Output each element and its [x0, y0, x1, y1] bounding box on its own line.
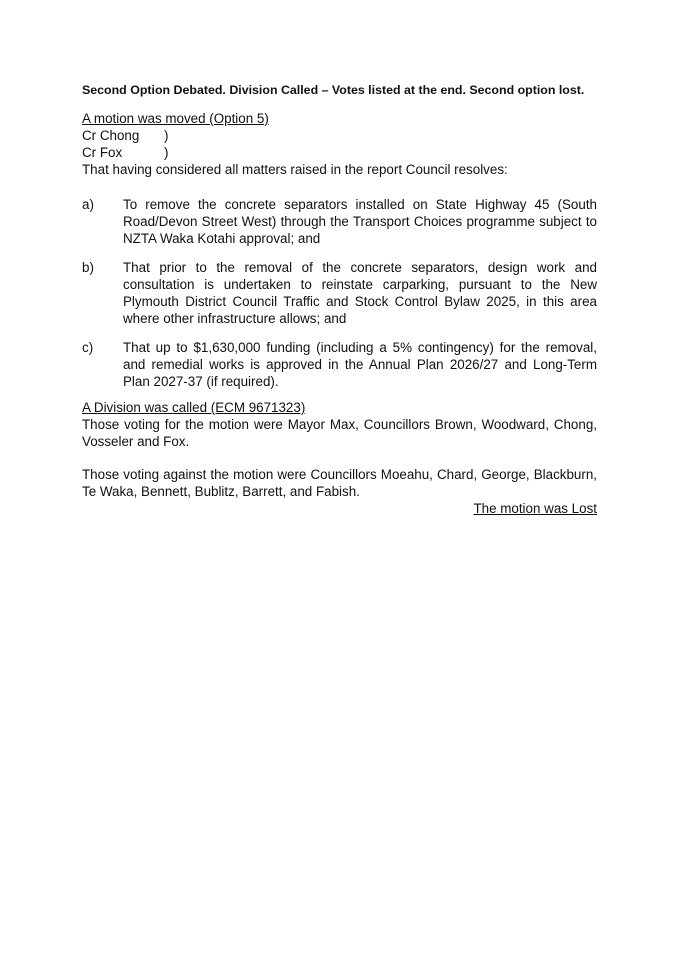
item-label: b): [82, 260, 94, 275]
seconder-name: Cr Fox: [82, 145, 123, 160]
motion-title: A motion was moved (Option 5): [82, 111, 269, 126]
mover-name: Cr Chong: [82, 128, 140, 143]
resolution-item-b: [82, 259, 597, 327]
votes-for: Those voting for the motion were Mayor Max, Councillors Brown, Woodward, Chong, Vosseler and Fox.: [82, 417, 597, 449]
motion-preamble: That having considered all matters raised in the report Council resolves:: [82, 162, 508, 177]
item-label: a): [82, 197, 94, 212]
mover: [82, 127, 597, 144]
item-text: To remove the concrete separators installed on State Highway 45 (South Road/Devon Street West) through the Transport Choices programme subject to NZTA Waka Kotahi approval; and: [123, 197, 597, 246]
section-heading: Second Option Debated. Division Called – Votes listed at the end. Second option lost.: [82, 83, 585, 97]
votes-against: Those voting against the motion were Councillors Moeahu, Chard, George, Blackburn, Te Waka, Bennett, Bublitz, Barrett, and Fabish.: [82, 467, 597, 499]
motion-block: [82, 110, 597, 402]
seconder: [82, 144, 597, 161]
resolution-item-a: [82, 196, 597, 247]
division-block: [82, 399, 597, 517]
item-label: c): [82, 340, 94, 355]
item-text: That prior to the removal of the concrete separators, design work and consultation is undertaken to reinstate carparking, pursuant to the New Plymouth District Council Traffic and Stock Control Bylaw 2025, in this area where other infrastructure allows; and: [123, 260, 597, 326]
seconder-bracket: ): [164, 145, 169, 160]
item-text: That up to $1,630,000 funding (including a 5% contingency) for the removal, and remedial works is approved in the Annual Plan 2026/27 and Long-Term Plan 2027-37 (if required).: [123, 340, 597, 389]
division-title: A Division was called (ECM 9671323): [82, 400, 306, 415]
motion-result: The motion was Lost: [473, 501, 597, 516]
mover-bracket: ): [164, 128, 169, 143]
resolution-item-c: [82, 339, 597, 390]
